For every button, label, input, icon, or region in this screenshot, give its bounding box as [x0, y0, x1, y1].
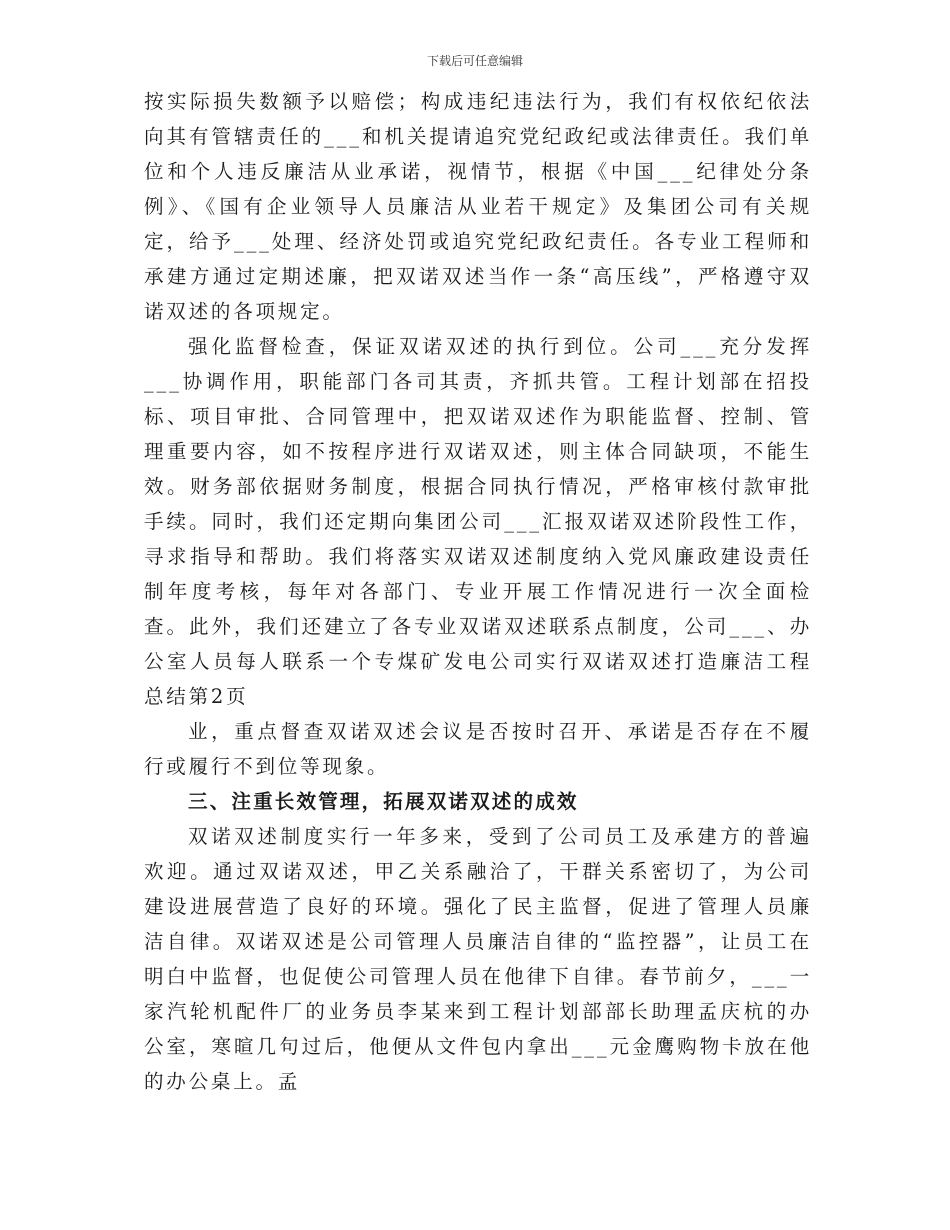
- paragraph-inspection-focus: 业，重点督查双诺双述会议是否按时召开、承诺是否存在不履行或履行不到位等现象。: [144, 720, 812, 778]
- document-body: [144, 84, 812, 1099]
- paragraph-compensation: 按实际损失数额予以赔偿；构成违纪违法行为，我们有权依纪依法向其有管辖责任的___和机关提请追究党纪政纪或法律责任。我们单位和个人违反廉洁从业承诺，视情节，根据《中国___纪律处分条例》、《国有企业领导人员廉洁从业若干规定》及集团公司有关规定，给予___处理、经济处罚或追究党纪政纪责任。各专业工程师和承建方通过定期述廉，把双诺双述当作一条“高压线”，严格遵守双诺双述的各项规定。: [144, 90, 812, 323]
- paragraph-supervision: 强化监督检查，保证双诺双述的执行到位。公司___充分发挥___协调作用，职能部门各司其责，齐抓共管。工程计划部在招投标、项目审批、合同管理中，把双诺双述作为职能监督、控制、管理重要内容，如不按程序进行双诺双述，则主体合同缺项，不能生效。财务部依据财务制度，根据合同执行情况，严格审核付款审批手续。同时，我们还定期向集团公司___汇报双诺双述阶段性工作，寻求指导和帮助。我们将落实双诺双述制度纳入党风廉政建设责任制年度考核，每年对各部门、专业开展工作情况进行一次全面检查。此外，我们还建立了各专业双诺双述联系点制度，公司___、办公室人员每人联系一个专煤矿发电公司实行双诺双述打造廉洁工程总结第2页: [144, 335, 812, 708]
- page-header: 下载后可任意编辑: [426, 54, 523, 68]
- section-heading: 三、注重长效管理，拓展双诺双述的成效: [188, 790, 579, 813]
- paragraph-results: 双诺双述制度实行一年多来，受到了公司员工及承建方的普遍欢迎。通过双诺双述，甲乙关系融洽了，干群关系密切了，为公司建设进展营造了良好的环境。强化了民主监督，促进了管理人员廉洁自律。双诺双述是公司管理人员廉洁自律的“监控器”，让员工在明白中监督，也促使公司管理人员在他律下自律。春节前夕，___一家汽轮机配件厂的业务员李某来到工程计划部部长助理孟庆杭的办公室，寒暄几句过后，他便从文件包内拿出___元金鹰购物卡放在他的办公桌上。孟: [144, 825, 812, 1093]
